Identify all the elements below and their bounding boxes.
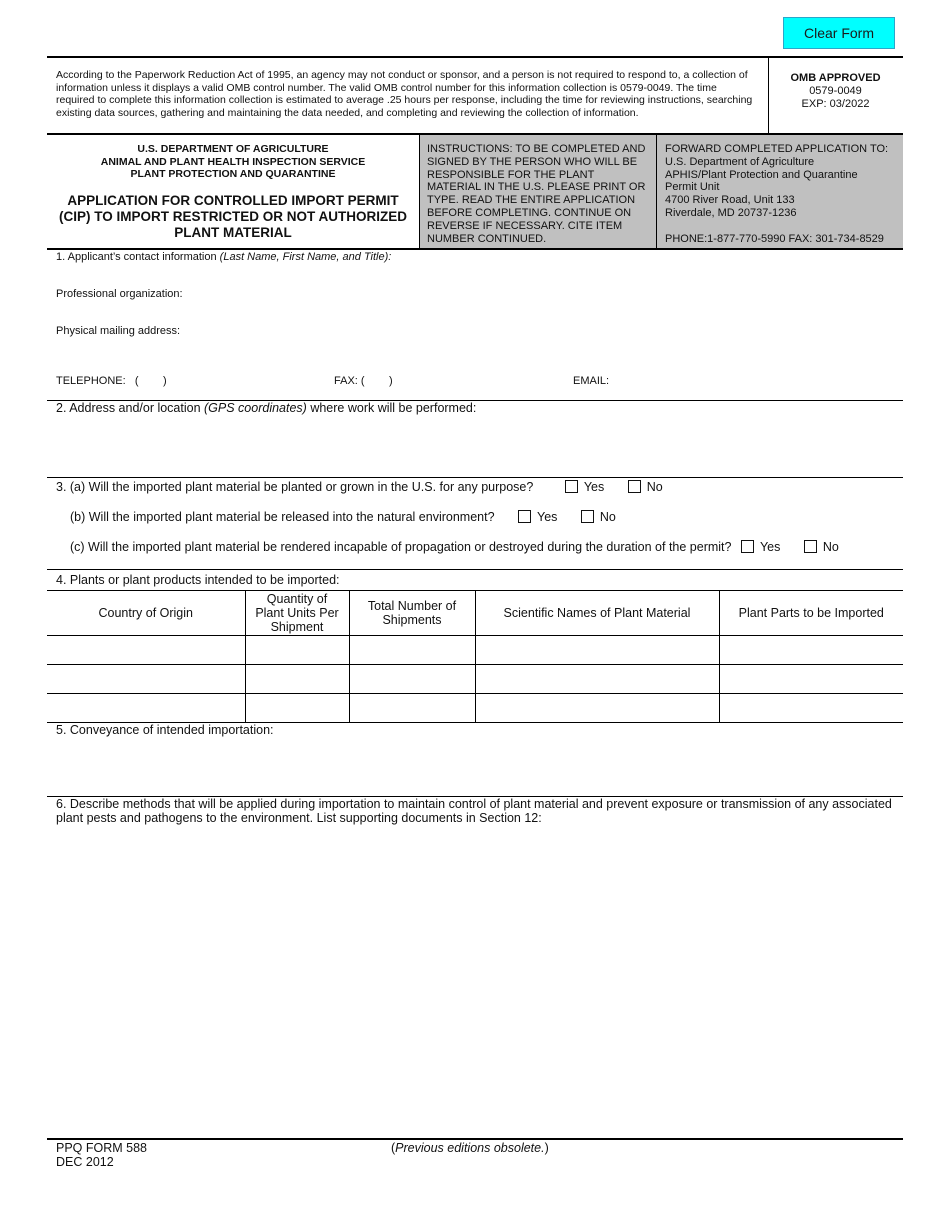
agency-heading: [48, 143, 418, 181]
email-field[interactable]: EMAIL:: [573, 375, 610, 387]
col-total-shipments: Total Number of Shipments: [349, 591, 475, 636]
cell-scientific-name[interactable]: [475, 636, 719, 665]
cell-country[interactable]: [47, 636, 245, 665]
professional-organization-field[interactable]: Professional organization:: [56, 288, 183, 300]
q3b-no-option[interactable]: No: [581, 510, 616, 524]
q3a-yes-checkbox[interactable]: [565, 480, 578, 493]
clear-form-button[interactable]: Clear Form: [783, 17, 895, 49]
instructions-box: INSTRUCTIONS: TO BE COMPLETED AND SIGNED BY THE PERSON WHO WILL BE RESPONSIBLE FOR THE PLANT MATERIAL IN THE U.S. PLEASE PRINT OR TYPE. READ THE ENTIRE APPLICATION BEFORE COMPLETING. CONTINUE ON REVERSE IF NECESSARY. CITE ITEM NUMBER CONTINUED.: [420, 135, 656, 248]
q3b-yes-option[interactable]: Yes: [518, 510, 557, 524]
forward-line-3: Permit Unit: [665, 181, 720, 194]
table-row: [47, 694, 903, 723]
q3b-no-checkbox[interactable]: [581, 510, 594, 523]
agency-line-1: U.S. DEPARTMENT OF AGRICULTURE: [137, 143, 329, 155]
form-title: APPLICATION FOR CONTROLLED IMPORT PERMIT (CIP) TO IMPORT RESTRICTED OR NOT AUTHORIZED PLANT MATERIAL: [59, 193, 407, 240]
question-3b: (b) Will the imported plant material be released into the natural environment? Yes No: [70, 510, 616, 524]
cell-shipments[interactable]: [349, 636, 475, 665]
forward-line-1: U.S. Department of Agriculture: [665, 155, 815, 168]
forward-address-box: [657, 135, 903, 248]
section-1-label: 1. Applicant’s contact information (Last Name, First Name, and Title):: [56, 251, 392, 263]
col-scientific-names: Scientific Names of Plant Material: [475, 591, 719, 636]
agency-line-2: ANIMAL AND PLANT HEALTH INSPECTION SERVICE: [100, 155, 366, 168]
section-5-conveyance-field[interactable]: 5. Conveyance of intended importation:: [56, 723, 274, 737]
section-4-label: 4. Plants or plant products intended to be imported:: [56, 573, 340, 587]
mailing-address-field[interactable]: Physical mailing address:: [56, 325, 181, 337]
omb-expiration: EXP: 03/2022: [801, 98, 870, 110]
plants-table: [47, 590, 903, 723]
cell-plant-parts[interactable]: [719, 694, 903, 723]
forward-line-5: Riverdale, MD 20737-1236: [665, 206, 797, 219]
q3b-yes-checkbox[interactable]: [518, 510, 531, 523]
form-identifier: [56, 1141, 147, 1169]
table-row: [47, 636, 903, 665]
paperwork-notice: According to the Paperwork Reduction Act of 1995, an agency may not conduct or sponsor, and a person is not required to respond to, a collection of information unless it displays a valid OMB control number. The valid OMB control number for this information collection is 0579-0049. The time required to complete this information collection is estimated to average .25 hours per response, including the time for reviewing instructions, searching existing data sources, gathering and maintaining the data needed, and completing and reviewing the collection of information.: [56, 69, 753, 119]
question-3c: (c) Will the imported plant material be rendered incapable of propagation or destroyed during the duration of the permit? Yes No: [70, 540, 839, 554]
col-quantity-per-shipment: Quantity of Plant Units Per Shipment: [245, 591, 349, 636]
fax-field[interactable]: FAX: ( ): [334, 375, 393, 387]
omb-number: 0579-0049: [809, 85, 862, 97]
cell-country[interactable]: [47, 694, 245, 723]
section-3-rule: [47, 569, 903, 570]
omb-approval-box: [768, 72, 903, 111]
col-plant-parts: Plant Parts to be Imported: [719, 591, 903, 636]
cell-plant-parts[interactable]: [719, 636, 903, 665]
form-date: DEC 2012: [56, 1155, 114, 1169]
section-2-rule: [47, 477, 903, 478]
cell-country[interactable]: [47, 665, 245, 694]
omb-title: OMB APPROVED: [790, 72, 881, 84]
q3c-yes-checkbox[interactable]: [741, 540, 754, 553]
editions-note: (Previous editions obsolete.): [391, 1141, 549, 1155]
forward-line-2: APHIS/Plant Protection and Quarantine: [665, 168, 858, 181]
q3a-no-option[interactable]: No: [628, 480, 663, 494]
header-bottom-rule: [47, 248, 903, 250]
q3a-yes-option[interactable]: Yes: [565, 480, 604, 494]
section-6-control-methods-field[interactable]: 6. Describe methods that will be applied during importation to maintain control of plant material and prevent exposure or transmission of any associated plant pests and pathogens to the environment. List supporting documents in Section 12:: [56, 797, 892, 825]
forward-phone-fax: PHONE:1-877-770-5990 FAX: 301-734-8529: [665, 232, 884, 245]
form-number: PPQ FORM 588: [56, 1141, 147, 1155]
section-2-label[interactable]: 2. Address and/or location (GPS coordinates) where work will be performed:: [56, 401, 477, 415]
footer-rule: [47, 1138, 903, 1140]
plants-table-header: [47, 591, 903, 636]
cell-shipments[interactable]: [349, 665, 475, 694]
cell-plant-parts[interactable]: [719, 665, 903, 694]
telephone-field[interactable]: TELEPHONE: ( ): [56, 375, 167, 387]
q3c-yes-option[interactable]: Yes: [741, 540, 780, 554]
cell-quantity[interactable]: [245, 636, 349, 665]
cell-scientific-name[interactable]: [475, 694, 719, 723]
q3c-no-option[interactable]: No: [804, 540, 839, 554]
q3a-no-checkbox[interactable]: [628, 480, 641, 493]
cell-shipments[interactable]: [349, 694, 475, 723]
q3c-no-checkbox[interactable]: [804, 540, 817, 553]
question-3a: 3. (a) Will the imported plant material be planted or grown in the U.S. for any purpose? Yes No: [56, 480, 663, 494]
forward-line-4: 4700 River Road, Unit 133: [665, 194, 795, 207]
cell-scientific-name[interactable]: [475, 665, 719, 694]
forward-heading: FORWARD COMPLETED APPLICATION TO:: [665, 143, 889, 155]
top-rule: [47, 56, 903, 58]
cell-quantity[interactable]: [245, 665, 349, 694]
cell-quantity[interactable]: [245, 694, 349, 723]
agency-line-3: PLANT PROTECTION AND QUARANTINE: [130, 168, 336, 180]
table-row: [47, 665, 903, 694]
col-country-of-origin: Country of Origin: [47, 591, 245, 636]
